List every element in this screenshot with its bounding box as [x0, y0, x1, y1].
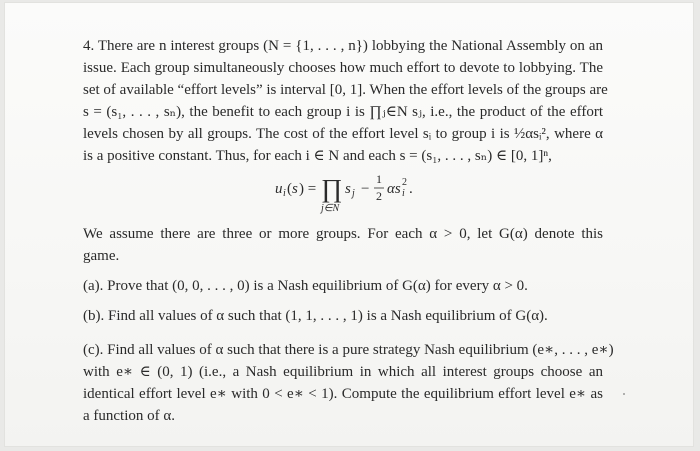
statement-line: levels chosen by all groups. The cost of the effort level sᵢ to group i is ½αsᵢ², where α	[83, 126, 603, 142]
svg-text:2: 2	[402, 177, 407, 188]
part-c-line: with e∗ ∈ (0, 1) (i.e., a Nash equilibrium in which all interest groups choose an	[83, 364, 603, 380]
statement-line: is a positive constant. Thus, for each i ∈ N and each s = (s₁, . . . , sₙ) ∈ [0, 1]ⁿ,	[83, 148, 552, 164]
statement-line: issue. Each group simultaneously chooses how much effort to devote to lobbying. The	[83, 60, 603, 76]
svg-text:i: i	[283, 188, 286, 199]
part-b	[83, 305, 603, 327]
svg-text:j∈N: j∈N	[321, 203, 340, 214]
utility-equation-svg	[275, 169, 475, 219]
problem-sheet	[4, 2, 694, 447]
svg-text:j: j	[352, 188, 355, 199]
svg-text:u: u	[275, 181, 283, 197]
assumption-line: We assume there are three or more groups. For each α > 0, let G(α) denote this	[83, 226, 603, 242]
svg-text:s: s	[292, 181, 298, 197]
problem-statement	[83, 35, 608, 167]
statement-line: s = (s₁, . . . , sₙ), the benefit to each group i is ∏ⱼ∈N sⱼ, i.e., the product of the effort	[83, 104, 603, 120]
utility-equation	[275, 169, 475, 219]
part-c	[83, 339, 614, 427]
statement-line: set of available “effort levels” is interval [0, 1]. When the effort levels of the groups are	[83, 82, 608, 98]
svg-text:i: i	[402, 188, 405, 199]
part-c-line: identical effort level e∗ with 0 < e∗ < 1). Compute the equilibrium effort level e∗ as	[83, 386, 603, 402]
statement-line: 4. There are n interest groups (N = {1, . . . , n}) lobbying the National Assembly on an	[83, 38, 603, 54]
svg-text:.: .	[409, 181, 413, 197]
part-c-line: a function of α.	[83, 408, 175, 424]
part-a-text: (a). Prove that (0, 0, . . . , 0) is a Nash equilibrium of G(α) for every α > 0.	[83, 278, 528, 294]
assumption-paragraph	[83, 223, 603, 267]
svg-text:s: s	[345, 181, 351, 197]
svg-text:) =: ) =	[299, 181, 317, 197]
part-a	[83, 275, 603, 297]
svg-text:(: (	[287, 181, 292, 197]
svg-text:1: 1	[376, 172, 382, 186]
part-c-line: (c). Find all values of α such that there is a pure strategy Nash equilibrium (e∗, . . . , e∗)	[83, 342, 614, 358]
svg-text:2: 2	[376, 189, 382, 203]
svg-text:−: −	[361, 181, 370, 197]
svg-text:∏: ∏	[321, 174, 343, 203]
assumption-line: game.	[83, 248, 120, 264]
stray-mark	[623, 393, 625, 395]
part-b-text: (b). Find all values of α such that (1, 1, . . . , 1) is a Nash equilibrium of G(α).	[83, 308, 548, 324]
svg-text:αs: αs	[387, 181, 401, 197]
